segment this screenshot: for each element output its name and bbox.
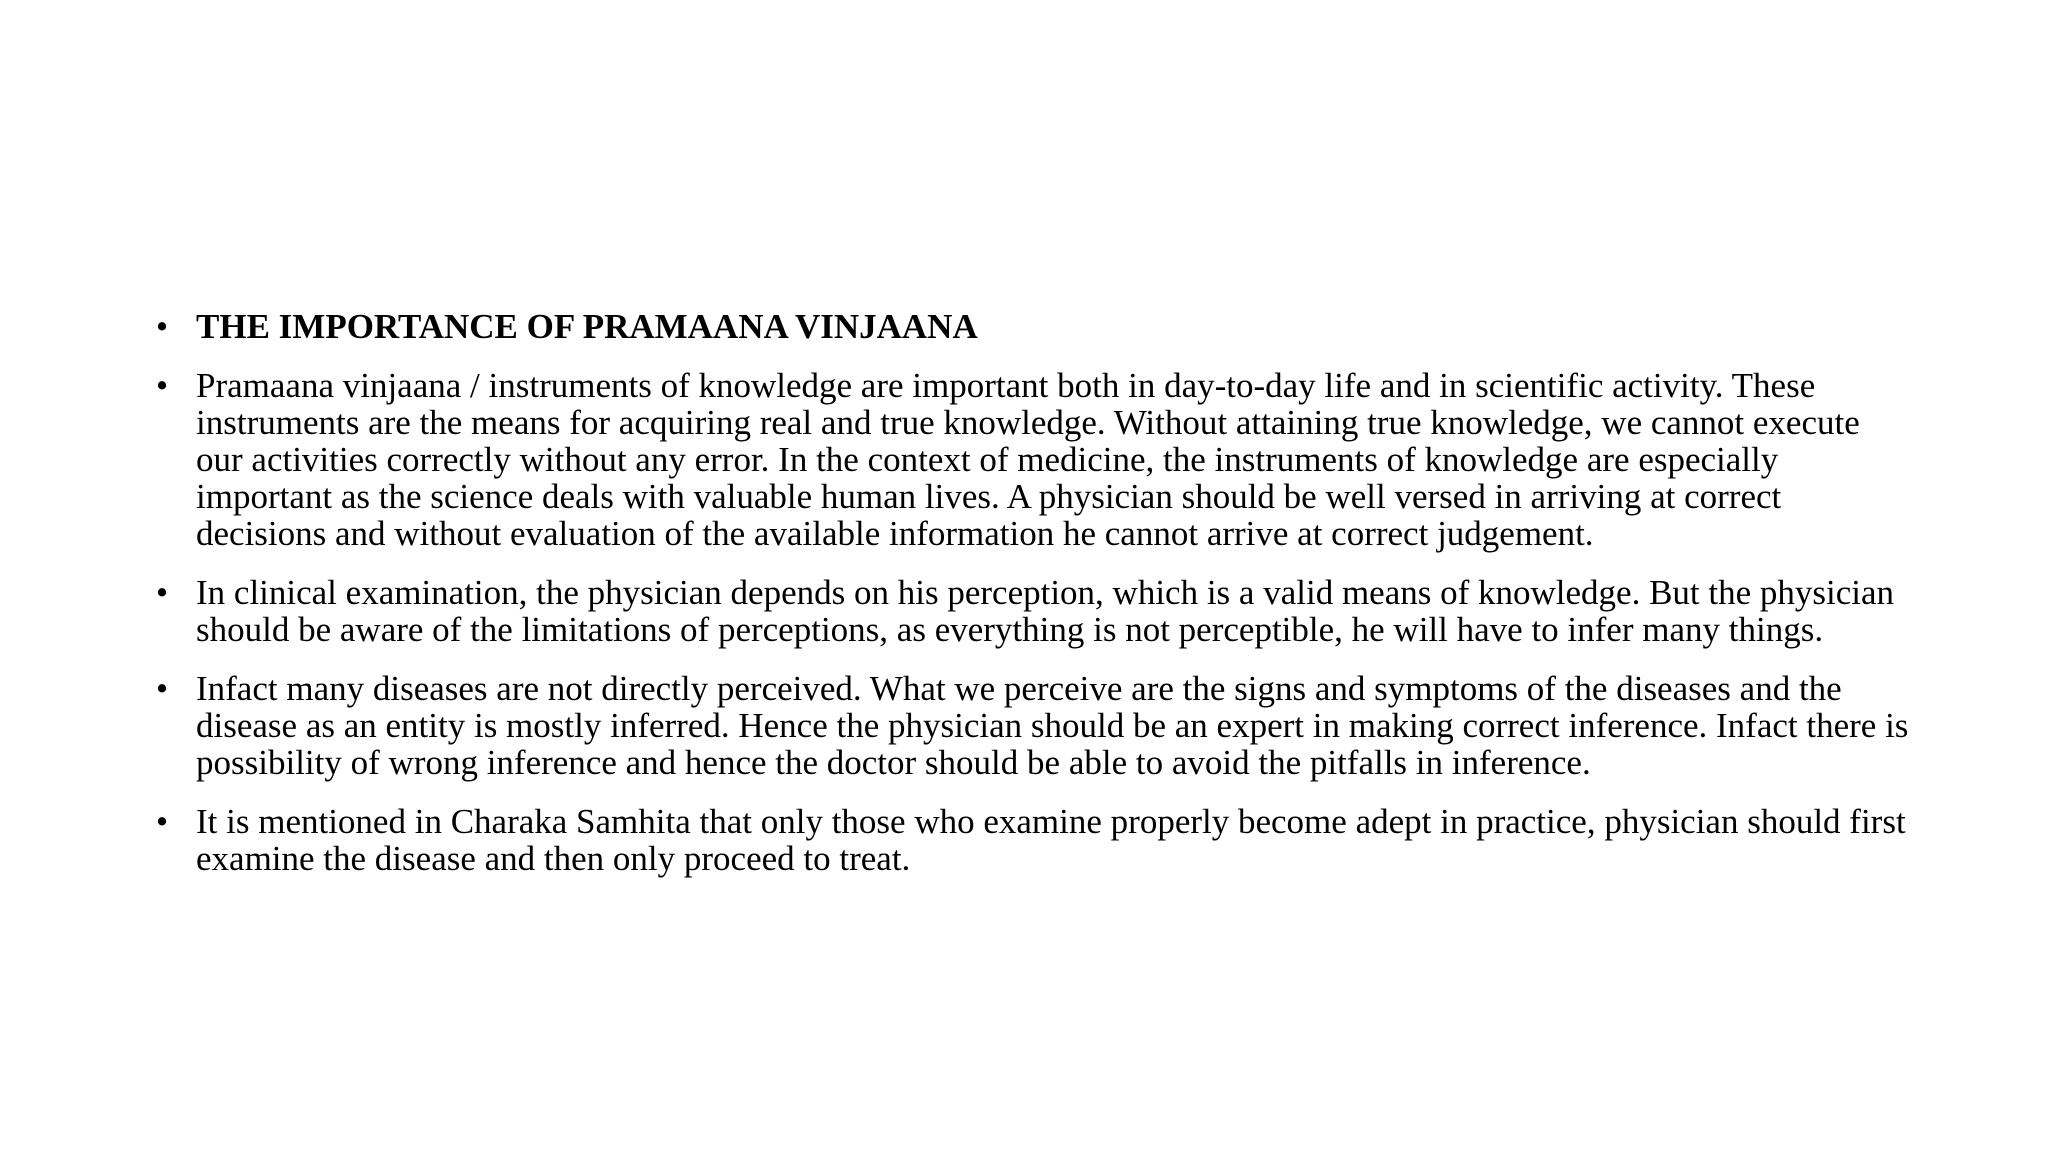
bullet-dot-icon: •	[155, 366, 169, 405]
bullet-dot-icon: •	[155, 802, 169, 841]
bullet-paragraph: Infact many diseases are not directly perceived. What we perceive are the signs and symptoms of the diseases and the disease as an entity is mostly inferred. Hence the physician should be an expert in making correct inference. Infact there is possibility of wrong inference and hence the doctor should be able to avoid the pitfalls in inference.	[196, 669, 1909, 782]
bullet-dot-icon: •	[155, 307, 169, 346]
bullet-item	[150, 574, 1910, 648]
bullet-item	[150, 367, 1910, 552]
bullet-item	[150, 803, 1910, 877]
bullet-paragraph: It is mentioned in Charaka Samhita that only those who examine properly become adept in practice, physician should first examine the disease and then only proceed to treat.	[196, 802, 1906, 878]
slide-heading: THE IMPORTANCE OF PRAMAANA VINJAANA	[196, 307, 978, 346]
bullet-paragraph: In clinical examination, the physician depends on his perception, which is a valid means of knowledge. But the physician should be aware of the limitations of perceptions, as everything is not perceptible, he will have to infer many things.	[196, 573, 1895, 649]
heading-bullet	[150, 308, 1910, 345]
bullet-list	[150, 308, 1910, 899]
bullet-item	[150, 670, 1910, 781]
bullet-paragraph: Pramaana vinjaana / instruments of knowledge are important both in day-to-day life and in scientific activity. These instruments are the means for acquiring real and true knowledge. Without attaining true knowledge, we cannot execute our activities correctly without any error. In the context of medicine, the instruments of knowledge are especially important as the science deals with valuable human lives. A physician should be well versed in arriving at correct decisions and without evaluation of the available information he cannot arrive at correct judgement.	[196, 366, 1860, 553]
bullet-dot-icon: •	[155, 669, 169, 708]
bullet-dot-icon: •	[155, 573, 169, 612]
